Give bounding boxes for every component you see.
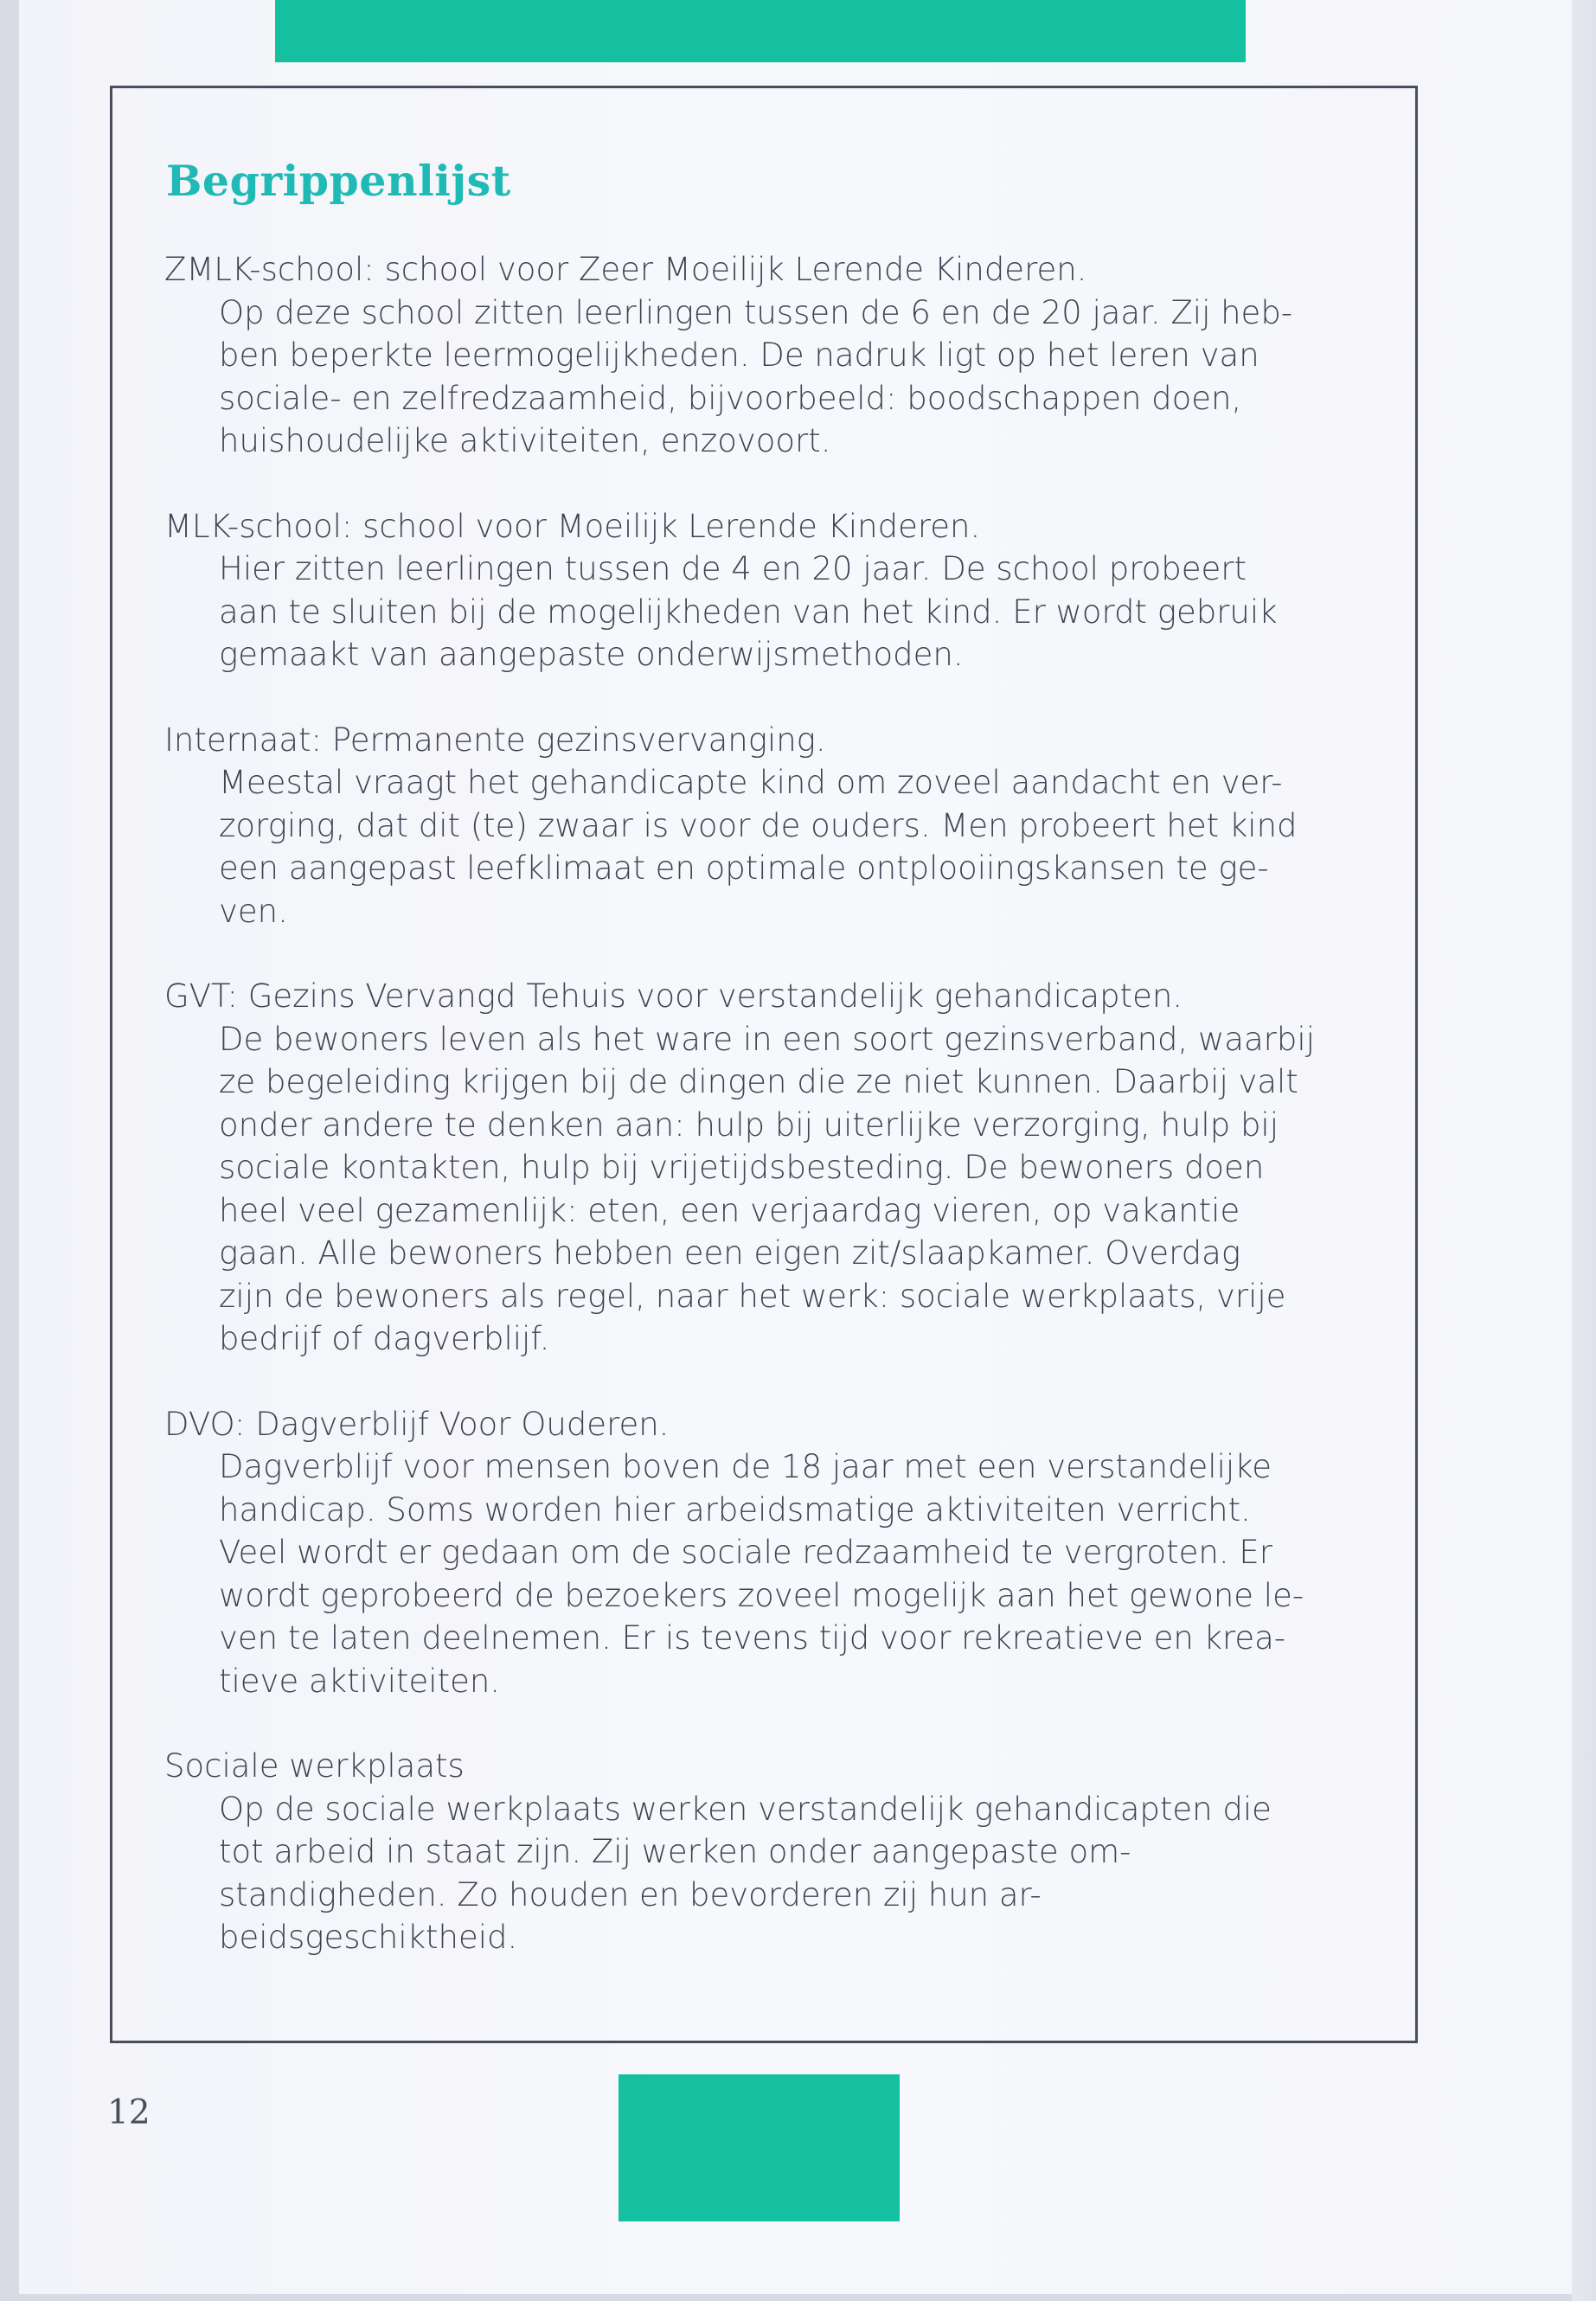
- glossary-definition: [164, 761, 1375, 933]
- glossary-definition: [164, 1788, 1375, 1959]
- definition-line: Veel wordt er gedaan om de sociale redzaamheid te vergroten. Er: [219, 1534, 1272, 1571]
- definition-line: standigheden. Zo houden en bevorderen zij hun ar-: [219, 1875, 1042, 1913]
- definition-line: ben beperkte leermogelijkheden. De nadruk ligt op het leren van: [219, 336, 1259, 374]
- glossary-term: GVT: Gezins Vervangd Tehuis voor verstandelijk gehandicapten.: [164, 977, 1183, 1015]
- glossary-term: DVO: Dagverblijf Voor Ouderen.: [164, 1405, 670, 1443]
- glossary-entry-mlk: [164, 505, 1375, 676]
- definition-line: Op de sociale werkplaats werken verstandelijk gehandicapten die: [219, 1790, 1272, 1828]
- glossary-definition: [164, 292, 1375, 463]
- glossary-entry-gvt: [164, 975, 1375, 1361]
- definition-line: bedrijf of dagverblijf.: [219, 1320, 550, 1357]
- definition-line: sociale- en zelfredzaamheid, bijvoorbeeld: boodschappen doen,: [219, 379, 1242, 417]
- glossary-entry-sociale-werkplaats: [164, 1745, 1375, 1959]
- definition-line: Meestal vraagt het gehandicapte kind om zoveel aandacht en ver-: [219, 764, 1283, 801]
- definition-line: beidsgeschiktheid.: [219, 1919, 518, 1956]
- definition-line: huishoudelijke aktiviteiten, enzovoort.: [219, 422, 831, 459]
- glossary-definition: [164, 1018, 1375, 1361]
- glossary-entry-zmlk: [164, 248, 1375, 463]
- glossary-term: MLK-school: school voor Moeilijk Lerende Kinderen.: [164, 507, 981, 545]
- glossary-definition: [164, 1445, 1375, 1702]
- definition-line: Hier zitten leerlingen tussen de 4 en 20 jaar. De school probeert: [219, 550, 1247, 587]
- definition-line: onder andere te denken aan: hulp bij uiterlijke verzorging, hulp bij: [219, 1106, 1279, 1144]
- definition-line: gemaakt van aangepaste onderwijsmethoden.: [219, 636, 964, 673]
- glossary-definition: [164, 548, 1375, 676]
- definition-line: ven te laten deelnemen. Er is tevens tijd voor rekreatieve en krea-: [219, 1619, 1286, 1657]
- definition-line: ven.: [219, 892, 288, 930]
- definition-line: sociale kontakten, hulp bij vrijetijdsbesteding. De bewoners doen: [219, 1149, 1265, 1186]
- page-number: 12: [107, 2093, 151, 2132]
- glossary-list: [164, 248, 1375, 2002]
- definition-line: wordt geprobeerd de bezoekers zoveel mogelijk aan het gewone le-: [219, 1576, 1304, 1614]
- definition-line: tot arbeid in staat zijn. Zij werken onder aangepaste om-: [219, 1833, 1131, 1870]
- definition-line: Dagverblijf voor mensen boven de 18 jaar met een verstandelijke: [219, 1448, 1272, 1485]
- definition-line: een aangepast leefklimaat en optimale ontplooiingskansen te ge-: [219, 849, 1269, 887]
- definition-line: De bewoners leven als het ware in een soort gezinsverband, waarbij: [219, 1020, 1315, 1058]
- glossary-term: Sociale werkplaats: [164, 1747, 465, 1785]
- definition-line: ze begeleiding krijgen bij de dingen die ze niet kunnen. Daarbij valt: [219, 1063, 1298, 1100]
- glossary-term: Internaat: Permanente gezinsvervanging.: [164, 721, 826, 759]
- page-title: Begrippenlijst: [166, 156, 511, 206]
- definition-line: tieve aktiviteiten.: [219, 1662, 501, 1700]
- definition-line: heel veel gezamenlijk: eten, een verjaardag vieren, op vakantie: [219, 1191, 1240, 1229]
- top-accent-bar: [275, 0, 1246, 62]
- bottom-accent-block: [619, 2074, 900, 2221]
- definition-line: Op deze school zitten leerlingen tussen de 6 en de 20 jaar. Zij heb-: [219, 293, 1293, 331]
- definition-line: handicap. Soms worden hier arbeidsmatige aktiviteiten verricht.: [219, 1490, 1251, 1529]
- definition-line: zijn de bewoners als regel, naar het werk: sociale werkplaats, vrije: [219, 1277, 1286, 1315]
- page-edge: [1572, 0, 1596, 2301]
- definition-line: gaan. Alle bewoners hebben een eigen zit/slaapkamer. Overdag: [219, 1234, 1241, 1272]
- glossary-term: ZMLK-school: school voor Zeer Moeilijk Lerende Kinderen.: [164, 251, 1087, 288]
- glossary-entry-dvo: [164, 1403, 1375, 1703]
- definition-line: aan te sluiten bij de mogelijkheden van het kind. Er wordt gebruik: [219, 593, 1278, 631]
- definition-line: zorging, dat dit (te) zwaar is voor de ouders. Men probeert het kind: [219, 806, 1298, 844]
- glossary-entry-internaat: [164, 719, 1375, 933]
